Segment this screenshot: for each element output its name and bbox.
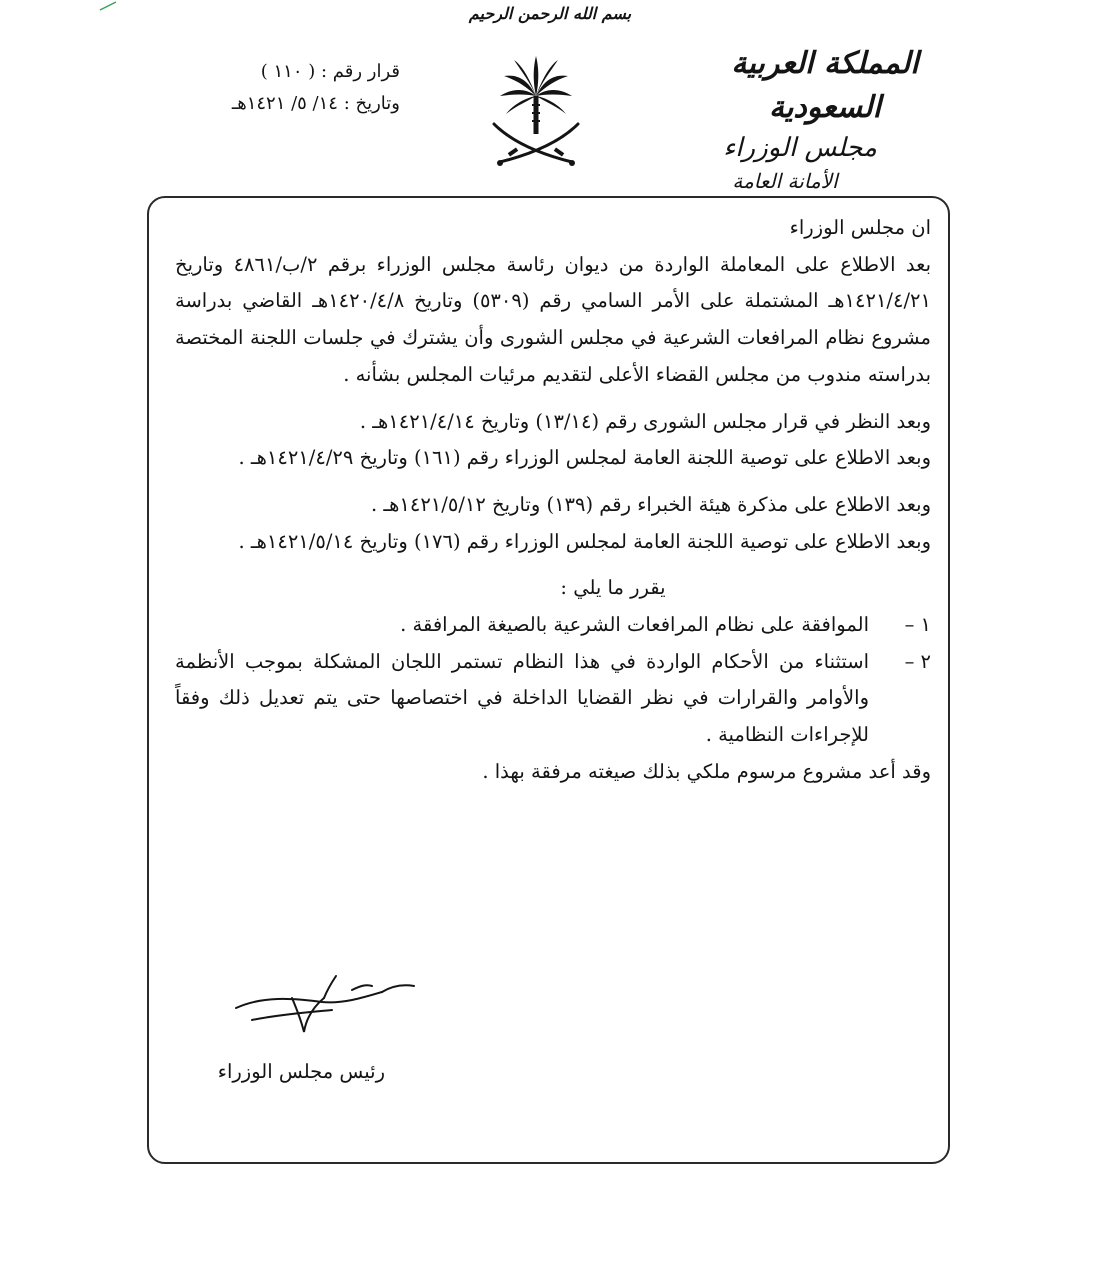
decision-number: ( ١١٠ )	[260, 61, 316, 82]
decision-number-line	[150, 56, 400, 88]
decision-date: ١٤/ ٥/ ١٤٢١هـ	[231, 93, 338, 114]
handwritten-signature	[232, 968, 422, 1038]
secretariat-name: الأمانة العامة	[732, 169, 838, 193]
paragraph-5: وبعد الاطلاع على توصية اللجنة العامة لمجلس الوزراء رقم (١٧٦) وتاريخ ١٤٢١/٥/١٤هـ .	[238, 529, 931, 553]
paragraph-3: وبعد الاطلاع على توصية اللجنة العامة لمجلس الوزراء رقم (١٦١) وتاريخ ١٤٢١/٤/٢٩هـ .	[238, 446, 931, 470]
decision-body	[175, 210, 931, 791]
corner-mark-icon	[98, 0, 118, 12]
signer-title: رئيس مجلس الوزراء	[217, 1060, 385, 1083]
basmala: بسم الله الرحمن الرحيم	[468, 4, 632, 23]
item-text: استثناء من الأحكام الواردة في هذا النظام تستمر اللجان المشكلة بموجب الأنظمة والأوامر والقرارات في نظر القضايا الداخلة في اختصاصها حتى يتم تعديل ذلك وفقاً للإجراءات النظامية .	[175, 649, 869, 747]
paragraph-4: وبعد الاطلاع على مذكرة هيئة الخبراء رقم (١٣٩) وتاريخ ١٤٢١/٥/١٢هـ .	[370, 492, 931, 516]
list-item	[175, 644, 931, 754]
opening-line: ان مجلس الوزراء	[789, 216, 931, 239]
item-number: ١ –	[904, 613, 931, 637]
decision-date-line	[150, 88, 400, 120]
kingdom-name: المملكة العربية السعودية	[731, 46, 919, 125]
government-header	[690, 42, 960, 196]
decision-number-label: قرار رقم :	[320, 61, 400, 82]
item-text: الموافقة على نظام المرافعات الشرعية بالصيغة المرافقة .	[400, 613, 869, 637]
list-item	[175, 607, 931, 644]
closing-line: وقد أعد مشروع مرسوم ملكي بذلك صيغته مرفقة بهذا .	[482, 759, 931, 783]
council-name: مجلس الوزراء	[723, 133, 877, 163]
palm-and-crossed-swords-emblem-icon	[488, 50, 584, 174]
decision-date-label: وتاريخ :	[343, 93, 400, 114]
resolves-heading: يقرر ما يلي :	[560, 576, 666, 600]
paragraph-1: بعد الاطلاع على المعاملة الواردة من ديوان رئاسة مجلس الوزراء برقم ٢/ب/٤٨٦١ وتاريخ ١٤٢١/٤/٢١هـ المشتملة على الأمر السامي رقم (٥٣٠٩) وتاريخ ١٤٢٠/٤/٨هـ القاضي بدراسة مشروع نظام المرافعات الشرعية في مجلس الشورى وأن يشترك في جلسات اللجنة المختصة بدراسته مندوب من مجلس القضاء الأعلى لتقديم مرئيات المجلس بشأنه .	[175, 252, 931, 386]
decision-reference	[150, 56, 400, 120]
paragraph-2: وبعد النظر في قرار مجلس الشورى رقم (١٣/١٤) وتاريخ ١٤٢١/٤/١٤هـ .	[359, 409, 931, 433]
item-number: ٢ –	[904, 649, 931, 673]
